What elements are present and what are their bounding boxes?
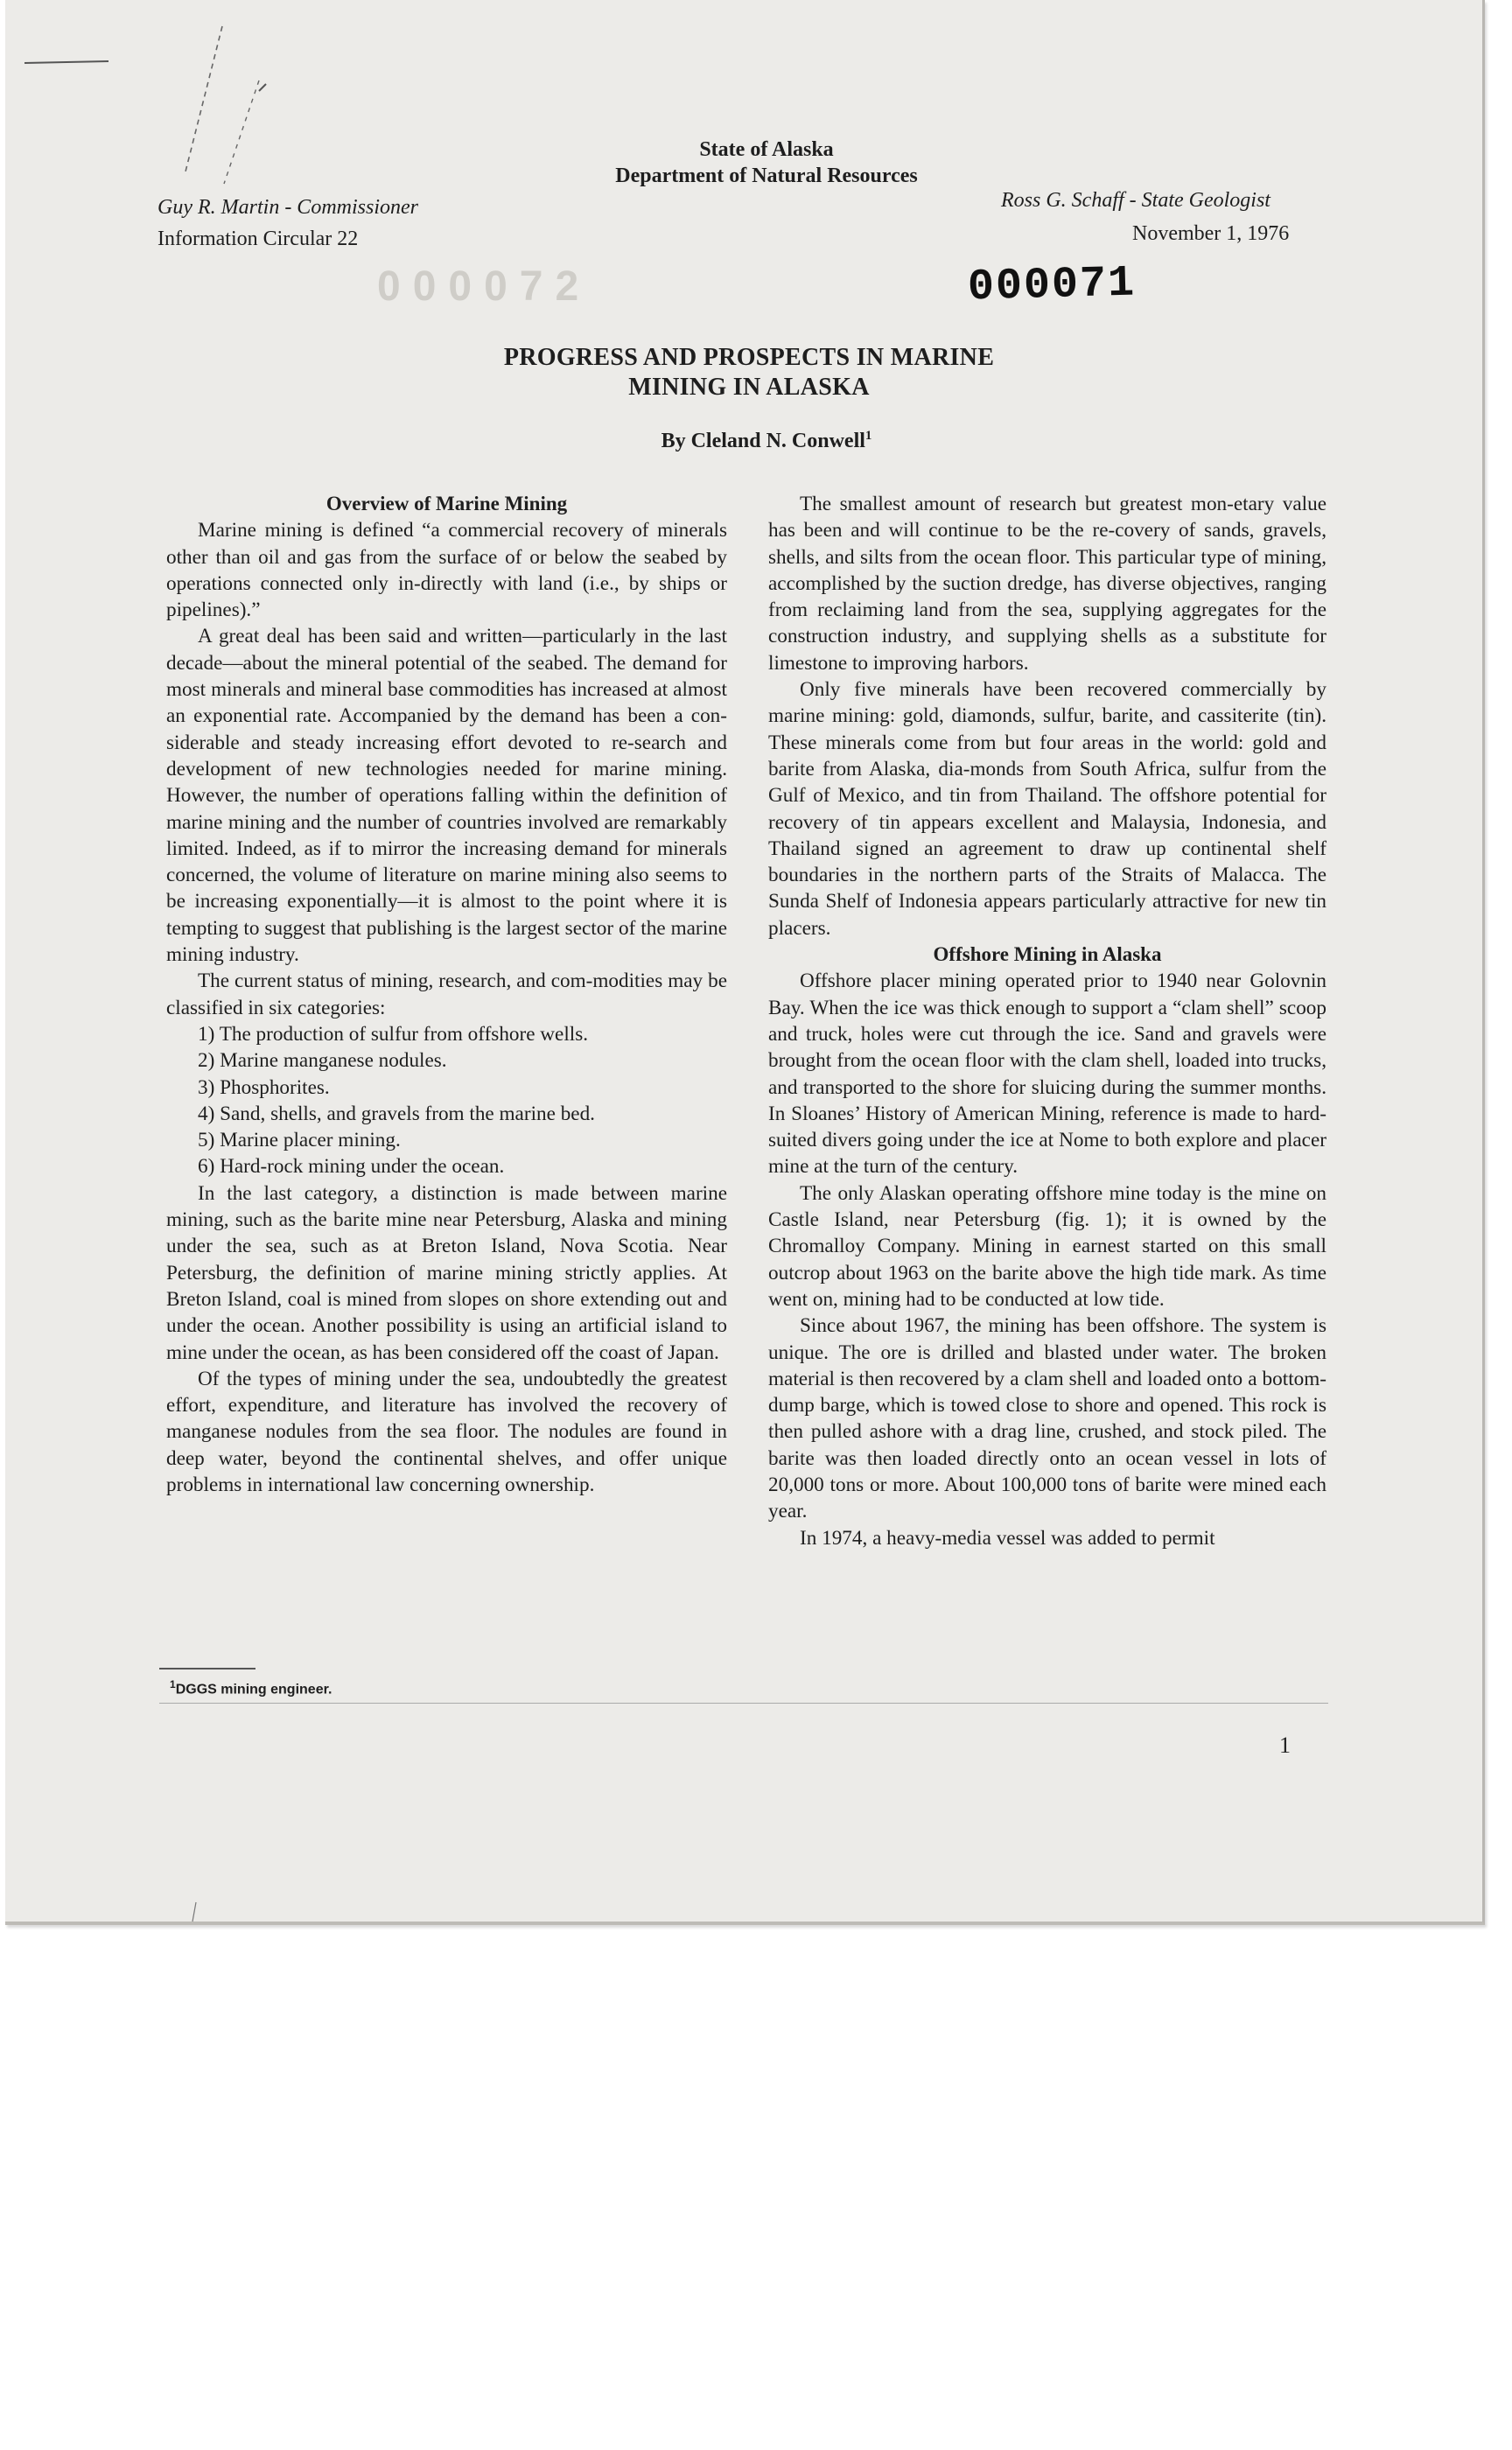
list-item: 4) Sand, shells, and gravels from the marine bed.	[198, 1102, 595, 1125]
header-commissioner: Guy R. Martin - Commissioner	[158, 196, 418, 219]
footer-rule	[159, 1703, 1328, 1704]
byline-author: By Cleland N. Conwell	[661, 430, 865, 452]
list-item: 3) Phosphorites.	[198, 1075, 330, 1099]
header-geologist: Ross G. Schaff - State Geologist	[1001, 189, 1270, 212]
paragraph: In the last category, a distinction is made between marine mining, such as the barite mine near Petersburg, Alaska and mining under the sea, such as at Breton Island, Nova Scotia. Near Petersburg, the definition of marine mining strictly applies. At Breton Island, coal is mined from slopes on shore extending out and under the ocean. Another possibility is using an artificial island to mine under the ocean, as has been considered off the coast of Japan.	[166, 1181, 727, 1364]
paragraph: The current status of mining, research, and com-modities may be classified in six categories:	[166, 970, 727, 1019]
paragraph: A great deal has been said and written—particularly in the last decade—about the mineral potential of the seabed. The demand for most minerals and mineral base commodities has increased at almost an exponential rate. Accompanied by the demand has been a con-siderable and steady increasing effort devoted to re-search and development of new technologies needed for marine mining. However, the number of operations falling within the definition of marine mining and the number of countries involved are remarkably limited. Indeed, as if to mirror the increasing demand for minerals concerned, the volume of literature on marine mining also seems to be increasing exponentially—it is almost to the point where it is tempting to suggest that publishing is the largest sector of the marine mining industry.	[166, 625, 727, 967]
paragraph: Offshore placer mining operated prior to 1940 near Golovnin Bay. When the ice was thick enough to support a “clam shell” scoop and truck, holes were cut through the ice. Sand and gravels were brought from the ocean floor with the clam shell, loaded into trucks, and transported to the shore for sluicing during the summer months. In Sloanes’ History of American Mining, reference is made to hard-suited divers going under the ice at Nome to both explore and placer mine at the turn of the century.	[768, 970, 1326, 1179]
byline-footnote-marker: 1	[864, 429, 872, 443]
list-item: 1) The production of sulfur from offshore wells.	[198, 1022, 589, 1046]
page-number: 1	[1279, 1732, 1291, 1758]
paragraph: Marine mining is defined “a commercial recovery of minerals other than oil and gas from the surface of or below the seabed by operations connected only in-directly with land (i.e., by ships or pipelines).”	[166, 519, 727, 622]
header-state: State of Alaska	[699, 138, 834, 161]
header-circular: Information Circular 22	[158, 228, 359, 250]
list-item: 2) Marine manganese nodules.	[198, 1049, 447, 1073]
section-heading-offshore: Offshore Mining in Alaska	[933, 943, 1162, 966]
paragraph: Of the types of mining under the sea, undoubtedly the greatest effort, expenditure, and literature has involved the recovery of manganese nodules from the sea floor. The nodules are found in deep water, beyond the continental shelves, and offer unique problems in international law concerning ownership.	[166, 1367, 727, 1496]
article-title-line1: PROGRESS AND PROSPECTS IN MARINE	[503, 344, 995, 371]
footnote-text: DGGS mining engineer.	[175, 1682, 332, 1698]
paragraph: Since about 1967, the mining has been offshore. The system is unique. The ore is drilled and blasted under water. The broken material is then recovered by a clam shell and loaded onto a bottom-dump barge, which is towed close to shore and opened. This rock is then pulled ashore with a drag line, crushed, and stock piled. The barite was then loaded directly onto an ocean vessel in lots of 20,000 tons or more. About 100,000 tons of barite were mined each year.	[768, 1314, 1326, 1523]
document-stamp-number: 000071	[967, 258, 1137, 313]
footnote-rule	[159, 1668, 256, 1670]
section-heading-overview: Overview of Marine Mining	[326, 493, 568, 514]
list-item: 5) Marine placer mining.	[198, 1129, 401, 1152]
header-department: Department of Natural Resources	[615, 164, 918, 187]
article-title-line2: MINING IN ALASKA	[628, 374, 870, 401]
paragraph: The smallest amount of research but greatest mon-etary value has been and will continue to be the re-covery of sands, gravels, shells, and silts from the ocean floor. This particular type of mining, accomplished by the suction dredge, has diverse objectives, ranging from reclaiming land from the sea, supplying aggregates for the construction industry, and supplying shells as a substitute for limestone to improving harbors.	[768, 493, 1326, 675]
paragraph: In 1974, a heavy-media vessel was added to permit	[800, 1526, 1215, 1550]
paragraph: The only Alaskan operating offshore mine today is the mine on Castle Island, near Petersburg (fig. 1); it is owned by the Chromalloy Company. Mining in earnest started on this small outcrop about 1963 on the barite above the high tide mark. As time went on, mining had to be conducted at low tide.	[768, 1181, 1326, 1311]
paragraph: Only five minerals have been recovered commercially by marine mining: gold, diamonds, sulfur, barite, and cassiterite (tin). These minerals come from but four areas in the world: gold and barite from Alaska, dia-monds from South Africa, sulfur from the Gulf of Mexico, and tin from Thailand. The offshore potential for recovery of tin appears excellent and Malaysia, Indonesia, and Thailand signed an agreement to draw up continental shelf boundaries in the northern parts of the Straits of Malacca. The Sunda Shelf of Indonesia appears particularly attractive for new tin placers.	[768, 678, 1326, 940]
right-column	[768, 491, 1326, 1551]
list-item: 6) Hard-rock mining under the ocean.	[198, 1155, 505, 1179]
footnote	[170, 1678, 332, 1698]
header-date: November 1, 1976	[1132, 222, 1290, 245]
byline	[618, 429, 915, 453]
document-page	[5, 0, 1485, 1925]
left-column	[166, 491, 727, 1498]
footnote-marker: 1	[170, 1678, 176, 1690]
faded-page-number: 000072	[377, 263, 592, 310]
pen-marks	[5, 0, 294, 210]
scan-mark	[180, 1899, 206, 1925]
